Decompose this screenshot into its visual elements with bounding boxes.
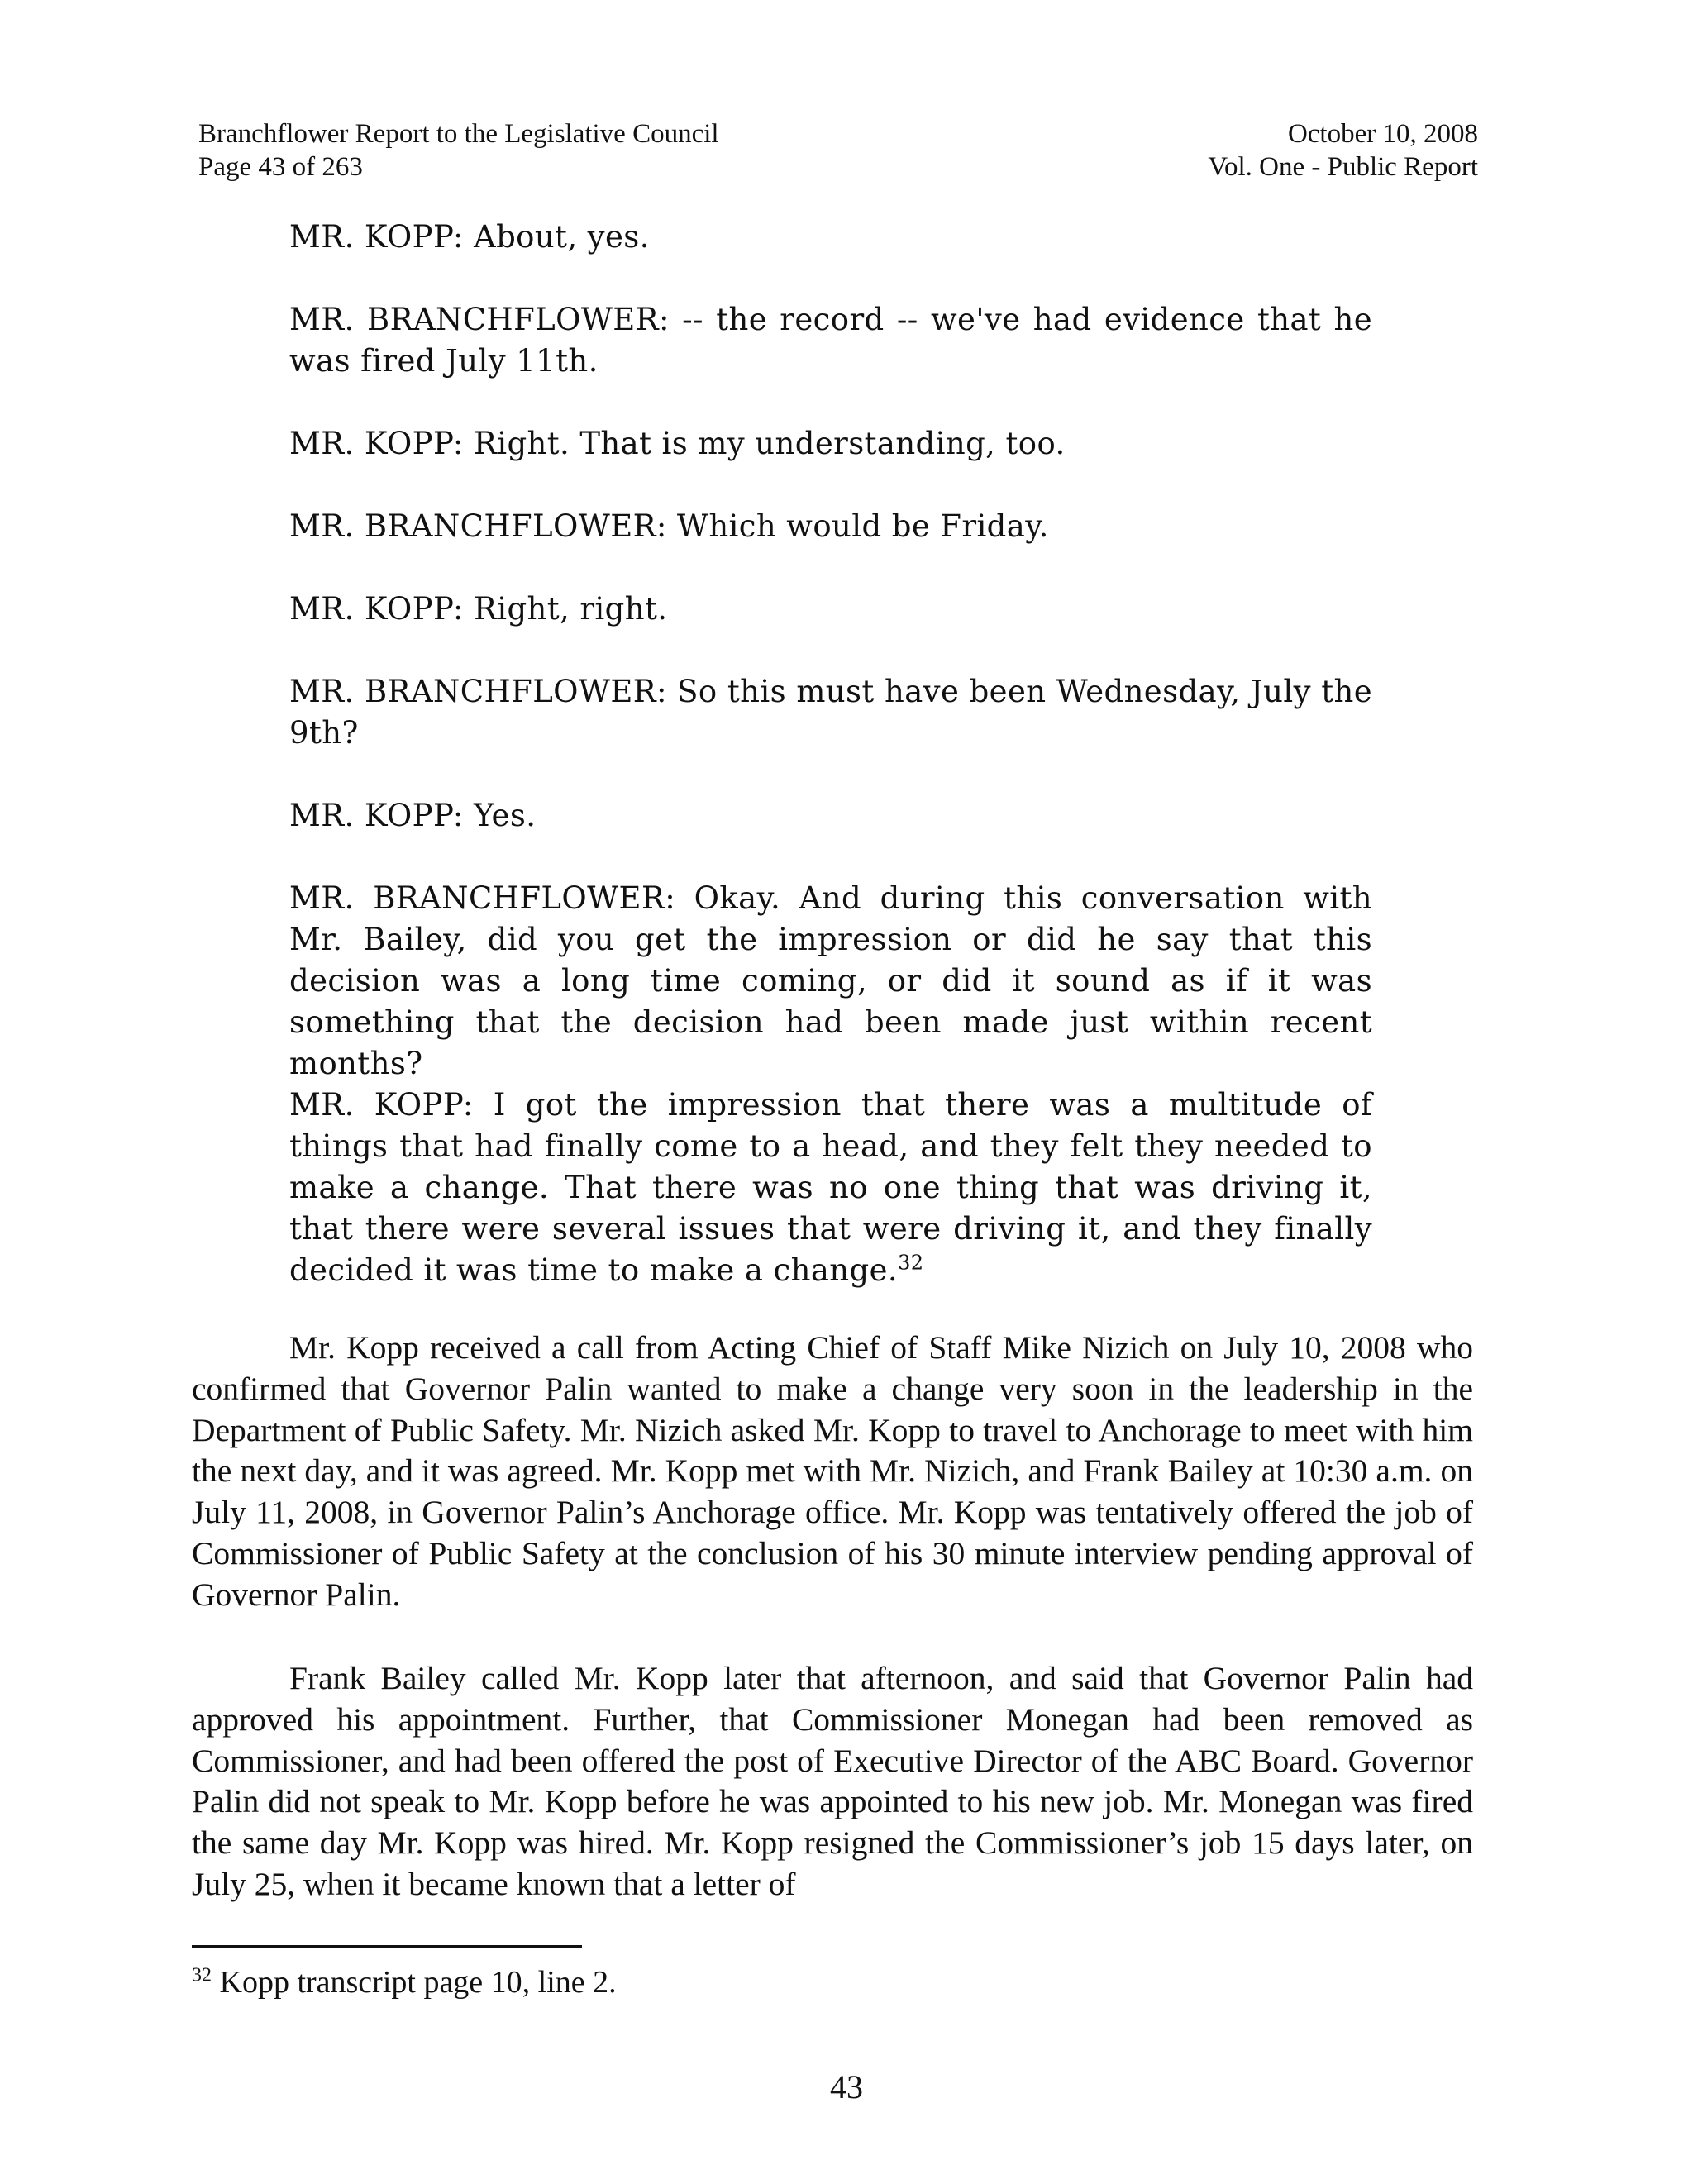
footnote: [192, 1962, 617, 2002]
transcript-line: MR. BRANCHFLOWER: So this must have been Wednesday, July the 9th?: [289, 674, 1372, 751]
paragraph-text: Frank Bailey called Mr. Kopp later that afternoon, and said that Governor Palin had approved his appointment. Further, that Commissioner Monegan had been removed as Commissioner, and had been offered the post of Executive Director of the ABC Board. Governor Palin did not speak to Mr. Kopp before he was appointed to his new job. Mr. Monegan was fired the same day Mr. Kopp was hired. Mr. Kopp resigned the Commissioner’s job 15 days later, on July 25, when it became known that a letter of: [192, 1660, 1473, 1902]
transcript-line: MR. KOPP: Yes.: [289, 798, 537, 833]
footnote-reference: 32: [898, 1251, 924, 1275]
footnote-divider: [192, 1945, 582, 1948]
page-number: 43: [830, 2068, 863, 2105]
transcript-line: MR. KOPP: About, yes.: [289, 219, 650, 255]
transcript-line: MR. KOPP: Right, right.: [289, 591, 668, 627]
header-left: [198, 117, 719, 184]
transcript-line-with-footnote: [289, 1085, 1372, 1291]
transcript-line: MR. KOPP: Right. That is my understanding, too.: [289, 426, 1066, 461]
transcript-text: MR. KOPP: I got the impression that there was a multitude of things that had finally come to a head, and they felt they needed to make a change. That there was no one thing that was driving it, that there were several issues that were driving it, and they finally decided it was time to make a change.: [289, 1087, 1372, 1288]
body-paragraph: [192, 1658, 1473, 1905]
header-right: [1208, 117, 1478, 184]
page-count: Page 43 of 263: [198, 152, 363, 182]
footnote-text: Kopp transcript page 10, line 2.: [212, 1965, 617, 2000]
body-paragraph: [192, 1328, 1473, 1616]
report-volume: Vol. One - Public Report: [1208, 152, 1478, 182]
report-date: October 10, 2008: [1287, 119, 1478, 149]
transcript-line: MR. BRANCHFLOWER: -- the record -- we've had evidence that he was fired July 11th.: [289, 302, 1372, 379]
report-title: Branchflower Report to the Legislative Council: [198, 119, 719, 149]
transcript-line: MR. BRANCHFLOWER: Okay. And during this conversation with Mr. Bailey, did you get the impression or did he say that this decision was a long time coming, or did it sound as if it was something that the decision had been made just within recent months?: [289, 880, 1372, 1081]
footnote-number: 32: [192, 1964, 212, 1986]
transcript-line: MR. BRANCHFLOWER: Which would be Friday.: [289, 508, 1049, 544]
paragraph-text: Mr. Kopp received a call from Acting Chief of Staff Mike Nizich on July 10, 2008 who confirmed that Governor Palin wanted to make a change very soon in the leadership in the Department of Public Safety. Mr. Nizich asked Mr. Kopp to travel to Anchorage to meet with him the next day, and it was agreed. Mr. Kopp met with Mr. Nizich, and Frank Bailey at 10:30 a.m. on July 11, 2008, in Governor Palin’s Anchorage office. Mr. Kopp was tentatively offered the job of Commissioner of Public Safety at the conclusion of his 30 minute interview pending approval of Governor Palin.: [192, 1329, 1473, 1613]
